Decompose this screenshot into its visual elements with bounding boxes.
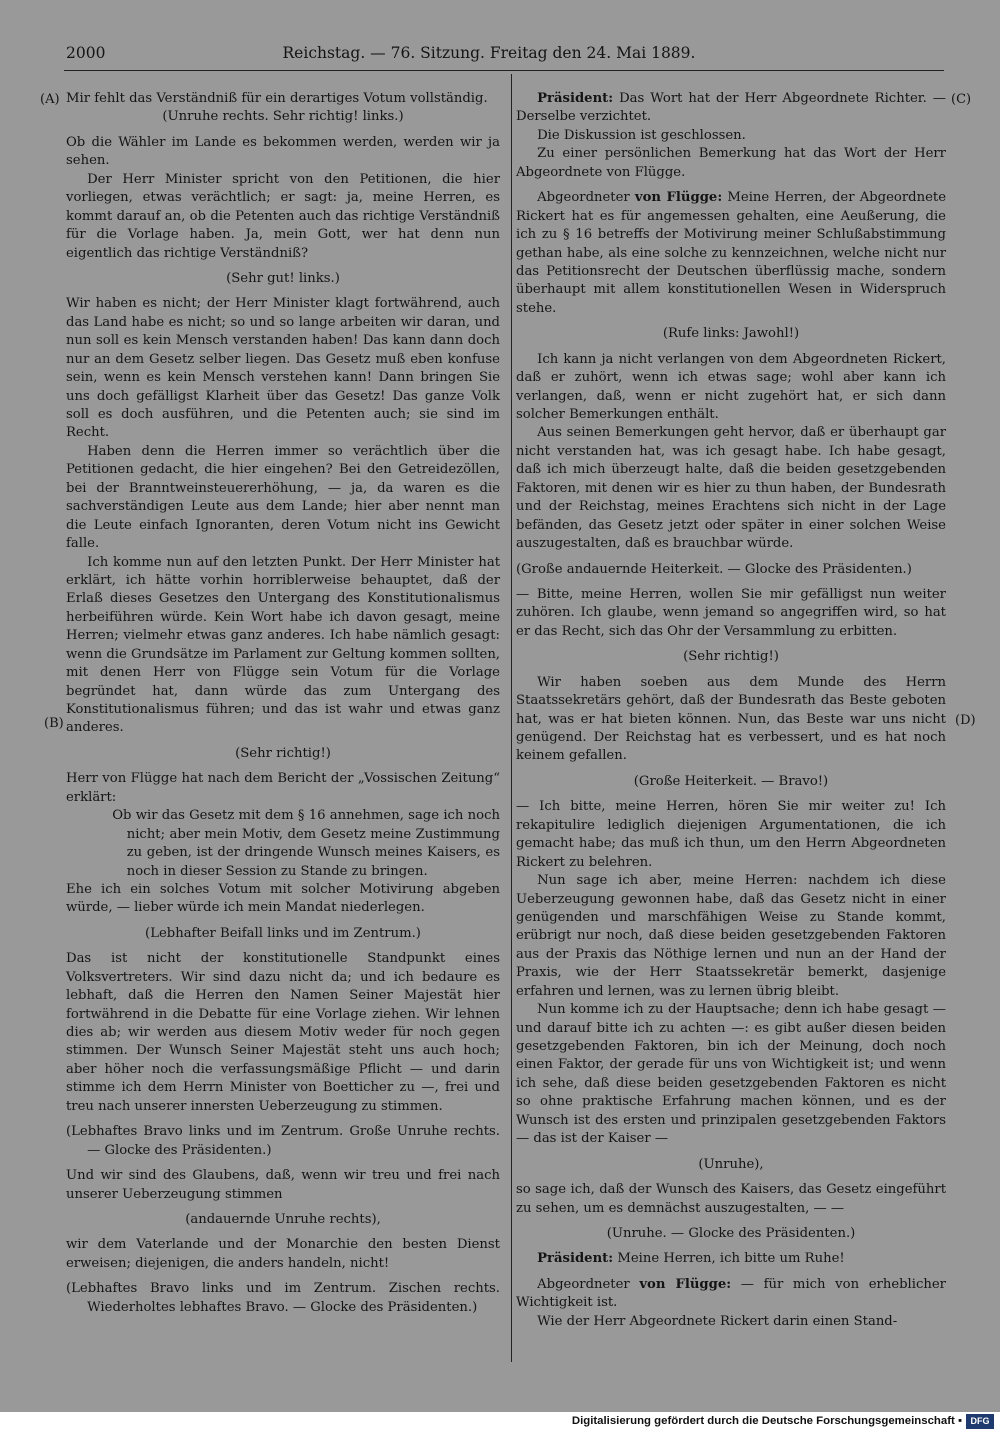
paragraph: Ehe ich ein solches Votum mit solcher Motivirung abgeben würde, — lieber würde ich mein Mandat niederlegen. bbox=[66, 881, 500, 916]
paragraph bbox=[516, 90, 946, 127]
page-header bbox=[66, 44, 912, 68]
margin-letter-c: (C) bbox=[951, 92, 972, 107]
paragraph bbox=[516, 189, 946, 318]
margin-letter-a: (A) bbox=[40, 92, 60, 107]
paragraph: Nun sage ich aber, meine Herren: nachdem ich diese Ueberzeugung gewonnen habe, daß das Gesetz nicht in einer genügenden und marschfähigen Weise zu Stande kommt, erübrigt nur noch, daß diese beiden gesetzgebenden Faktoren aus der Praxis das Nöthige lernen und nun an der Hand der Praxis, wie der Herr Staatssekretär bemerkt, dasjenige erfahren und lernen, was zu lernen übrig bleibt. bbox=[516, 873, 946, 999]
paragraph: Wir haben es nicht; der Herr Minister klagt fortwährend, auch das Land habe es nicht; so und so lange arbeiten wir daran, und nun soll es kein Mensch verstanden haben! Das kann dann doch nur an dem Gesetz selber liegen. Das Gesetz muß eben konfuse sein, wenn es kein Mensch verstehen kann! Dann bringen Sie uns doch gefälligst Klarheit über das Gesetz! Das ganze Volk soll es doch ausführen, und die Petenten auch; sie sind im Recht. bbox=[66, 296, 500, 441]
paragraph: Die Diskussion ist geschlossen. bbox=[537, 127, 746, 143]
speaker-name: Präsident: bbox=[537, 91, 614, 106]
left-column bbox=[66, 90, 500, 1317]
interjection: (Unruhe), bbox=[698, 1156, 764, 1172]
dfg-logo: DFG bbox=[966, 1414, 994, 1429]
paragraph: Ich komme nun auf den letzten Punkt. Der Herr Minister hat erklärt, ich hätte vorhin horriblerweise behauptet, daß der Erlaß dieses Gesetzes den Untergang des Konstitutionalismus herbeiführen würde. Kein Wort habe ich davon gesagt, meine Herren; vielmehr etwas ganz anderes. Ich habe nämlich gesagt: wenn die Grundsätze im Parlament zur Geltung kommen sollten, mit denen Herr von Flügge sein Votum für die Vorlage begründet hat, dann würde das zum Untergang des Konstitutionalismus führen; und das ist wahr und etwas ganz anderes. bbox=[66, 554, 500, 736]
running-title: Reichstag. — 76. Sitzung. Freitag den 24. Mai 1889. bbox=[282, 44, 696, 62]
speaker-prefix: Abgeordneter bbox=[537, 1276, 640, 1292]
paragraph: Das ist nicht der konstitutionelle Standpunkt eines Volksvertreters. Wir sind dazu nicht da; und ich bedaure es lebhaft, daß die Herren den Namen Seiner Majestät hier fortwährend in die Debatte für eine Vorlage ziehen. Wir lehnen dies ab; wir werden aus diesem Motiv weder für noch gegen stimmen. Der Wunsch Seiner Majestät steht uns auch hoch; aber höher noch die verfassungsmäßige Pflicht — und darin stimme ich dem Herrn Minister von Boetticher zu —, frei und treu nach unserer innersten Ueberzeugung zu stimmen. bbox=[66, 951, 500, 1114]
speech-text: Meine Herren, ich bitte um Ruhe! bbox=[613, 1251, 845, 1267]
interjection: (andauernde Unruhe rechts), bbox=[185, 1211, 381, 1227]
paragraph: Nun komme ich zu der Hauptsache; denn ich habe gesagt — und darauf bitte ich zu achten —: es gibt außer diesen beiden gesetzgebenden Faktoren, bin ich der Meinung, doch noch einen Faktor, der gerade für uns von Wichtigkeit ist; und wenn ich sehe, daß diese beiden gesetzgebenden Faktoren es nicht so ohne praktische Erfahrung machen können, und es der Wunsch ist des ersten und prinzipalen gesetzgebenden Faktors — das ist der Kaiser — bbox=[516, 1002, 946, 1147]
page-number: 2000 bbox=[66, 44, 106, 62]
paragraph: Ob die Wähler im Lande es bekommen werden, werden wir ja sehen. bbox=[66, 134, 500, 169]
footer-credit: Digitalisierung gefördert durch die Deutsche Forschungsgemeinschaft ▪ bbox=[571, 1415, 962, 1427]
speaker-name: von Flügge: bbox=[639, 1276, 732, 1292]
paragraph: Ich kann ja nicht verlangen von dem Abgeordneten Rickert, daß er zuhört, wenn ich etwas sage; wohl aber kann ich verlangen, daß, wenn er nicht zugehört hat, er sich dann solcher Bemerkungen enthält. bbox=[516, 351, 946, 422]
margin-letter-d: (D) bbox=[955, 713, 976, 728]
interjection: (Sehr richtig!) bbox=[683, 649, 779, 665]
interjection: (Große andauernde Heiterkeit. — Glocke des Präsidenten.) bbox=[516, 561, 912, 577]
interjection: (Sehr richtig!) bbox=[235, 745, 331, 761]
paragraph bbox=[516, 1250, 946, 1268]
paragraph: Und wir sind des Glaubens, daß, wenn wir treu und frei nach unserer Ueberzeugung stimmen bbox=[66, 1168, 500, 1202]
interjection: (Große Heiterkeit. — Bravo!) bbox=[633, 773, 829, 789]
speaker-prefix: Abgeordneter bbox=[537, 190, 635, 206]
interjection: (Sehr gut! links.) bbox=[226, 270, 340, 286]
column-divider bbox=[511, 74, 512, 1362]
paragraph: Haben denn die Herren immer so verächtlich über die Petitionen gedacht, die hier eingehen? Bei den Getreidezöllen, bei der Branntweinsteuererhöhung, — ja, da waren es die sachverständigen Leute aus dem Lande; hier aber nennt man die Leute einfach Ignoranten, deren Votum nicht ins Gewicht falle. bbox=[66, 443, 500, 552]
footer-bar bbox=[0, 1412, 1000, 1432]
speaker-name: von Flügge: bbox=[634, 190, 723, 206]
paragraph: Aus seinen Bemerkungen geht hervor, daß er überhaupt gar nicht verstanden hat, was ich gesagt habe. Ich habe gesagt, daß ich mich überzeugt halte, daß die beiden gesetzgebenden Faktoren, mit denen wir es hier zu thun haben, der Bundesrath und der Reichstag, meines Erachtens sich nicht in der Lage befänden, das Gesetz jetzt oder später in einer solchen Weise auszugestalten, daß es brauchbar würde. bbox=[516, 425, 946, 552]
speech-text: — für mich von erheblicher Wichtigkeit ist. bbox=[516, 1276, 946, 1311]
header-rule bbox=[64, 70, 944, 71]
interjection: (Lebhaftes Bravo links und im Zentrum. Zischen rechts. Wiederholtes lebhaftes Bravo. — Glocke des Präsidenten.) bbox=[66, 1281, 500, 1315]
right-column bbox=[516, 90, 946, 1331]
paragraph: Wir haben soeben aus dem Munde des Herrn Staatssekretärs gehört, daß der Bundesrath das Beste geboten hat, was er hat bieten können. Nun, das Beste war uns nicht genügend. Der Reichstag hat es verbessert, und es hat noch keinem gefallen. bbox=[516, 674, 946, 764]
paragraph: Mir fehlt das Verständniß für ein derartiges Votum vollständig. bbox=[66, 91, 488, 106]
paragraph bbox=[516, 1276, 946, 1313]
interjection: (Unruhe rechts. Sehr richtig! links.) bbox=[162, 109, 404, 125]
paragraph: Zu einer persönlichen Bemerkung hat das Wort der Herr Abgeordnete von Flügge. bbox=[516, 146, 946, 180]
interjection: (Unruhe. — Glocke des Präsidenten.) bbox=[606, 1225, 856, 1241]
paragraph: — Ich bitte, meine Herren, hören Sie mir weiter zu! Ich rekapitulire lediglich diejenigen Argumentationen, die ich gemacht habe; das muß ich thun, um den Herrn Abgeordneten Rickert zu belehren. bbox=[516, 799, 946, 870]
paragraph: Wie der Herr Abgeordnete Rickert darin einen Stand- bbox=[537, 1313, 898, 1329]
paragraph: wir dem Vaterlande und der Monarchie den besten Dienst erweisen; diejenigen, die anders handeln, nicht! bbox=[66, 1237, 500, 1271]
paragraph: so sage ich, daß der Wunsch des Kaisers, das Gesetz eingeführt zu sehen, um es demnächst auszugestalten, — — bbox=[516, 1182, 946, 1216]
margin-letter-b: (B) bbox=[44, 716, 64, 731]
paragraph: Der Herr Minister spricht von den Petitionen, die hier vorliegen, etwas verächtlich; er sagt: ja, meine Herren, es kommt darauf an, ob die Petenten auch das richtige Verständniß für die Vorlage haben. Ja, mein Gott, wer hat denn nun eigentlich das richtige Verständniß? bbox=[66, 171, 500, 261]
speech-text: Das Wort hat der Herr Abgeordnete Richter. — Derselbe verzichtet. bbox=[516, 91, 946, 125]
interjection: (Rufe links: Jawohl!) bbox=[662, 326, 800, 342]
speech-text: Meine Herren, der Abgeordnete Rickert hat es für angemessen gehalten, eine Aeußerung, die ich zu § 16 betreffs der Motivirung meiner Schlußabstimmung gethan habe, als eine solche zu kennzeichnen, welche nicht nur das Petitionsrecht der Deutschen überflüssig mache, sondern überhaupt mit allem konstitutionellen Wesen in Widerspruch stehe. bbox=[516, 190, 947, 316]
paragraph: — Bitte, meine Herren, wollen Sie mir gefälligst nun weiter zuhören. Ich glaube, wenn jemand so angegriffen wird, so hat er das Recht, sich das Ohr der Versammlung zu erbitten. bbox=[516, 586, 946, 639]
interjection: (Lebhafter Beifall links und im Zentrum.) bbox=[145, 925, 421, 941]
paragraph: Herr von Flügge hat nach dem Bericht der „Vossischen Zeitung“ erklärt: bbox=[66, 771, 500, 805]
quotation: Ob wir das Gesetz mit dem § 16 annehmen, sage ich noch nicht; aber mein Motiv, dem Gesetz meine Zustimmung zu geben, ist der dringende Wunsch meines Kaisers, es noch in dieser Session zu Stande zu bringen. bbox=[112, 808, 500, 879]
interjection: (Lebhaftes Bravo links und im Zentrum. Große Unruhe rechts. — Glocke des Präsidenten.) bbox=[66, 1124, 500, 1158]
speaker-name: Präsident: bbox=[537, 1251, 614, 1267]
